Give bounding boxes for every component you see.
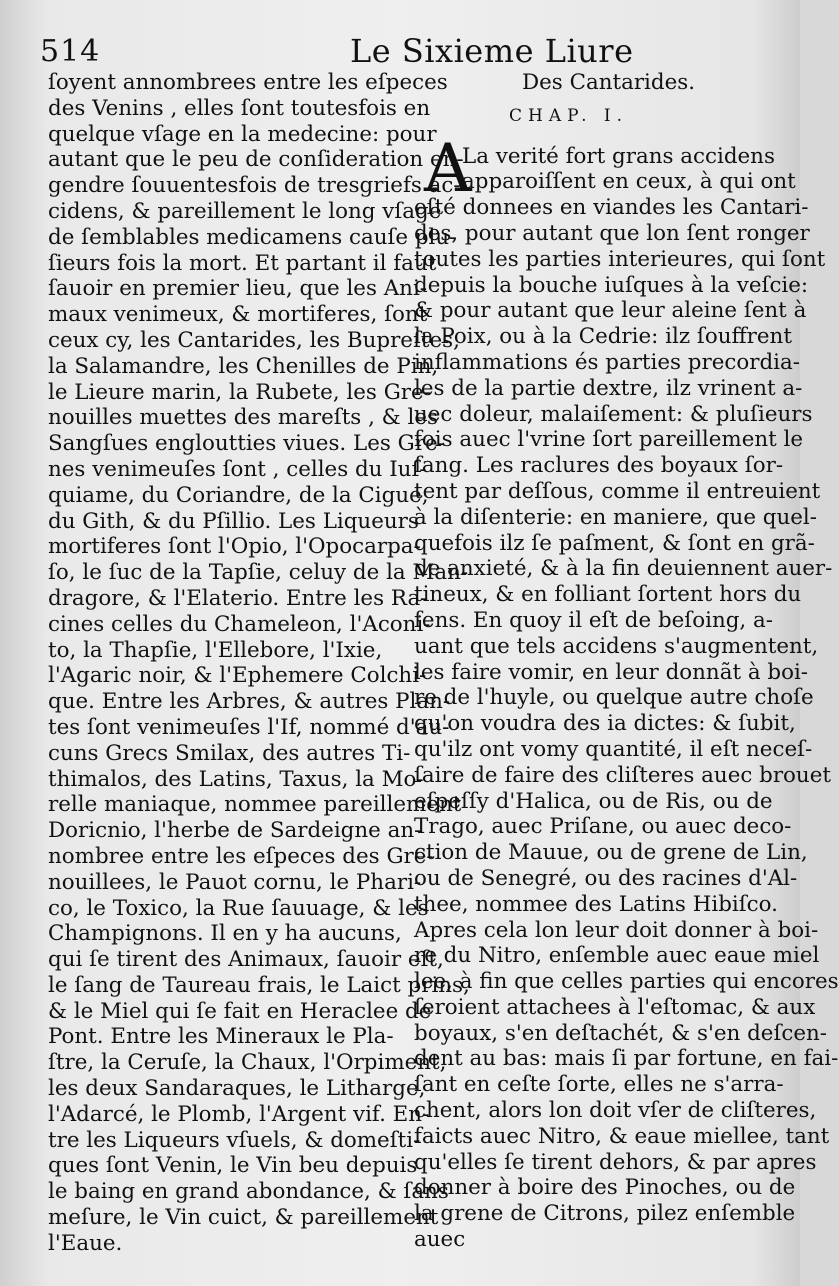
text-line: ceux cy, les Cantarides, les Bupreſtes, <box>48 327 460 353</box>
text-line: l'Adarcé, le Plomb, l'Argent vif. En- <box>48 1101 430 1127</box>
show-through-text <box>405 1238 565 1262</box>
text-line: ſeroient attachees à l'eſtomac, & aux <box>414 994 816 1020</box>
page-header <box>38 28 760 76</box>
text-line: & le Miel qui ſe fait en Heraclee de <box>48 998 432 1024</box>
text-line: que. Entre les Arbres, & autres Plan- <box>48 689 451 715</box>
text-line: les faire vomir, en leur donnãt à boi- <box>414 659 809 685</box>
right-text-column <box>414 70 839 1253</box>
text-line: ſtre, la Ceruſe, la Chaux, l'Orpiment, <box>48 1050 447 1076</box>
text-line: faicts auec Nitro, & eaue miellee, tant <box>414 1123 830 1149</box>
text-line: l'Agaric noir, & l'Ephemere Colchi- <box>48 663 427 689</box>
text-line: boyaux, s'en deſtachét, & s'en deſcen- <box>414 1020 828 1046</box>
text-line: dent au bas: mais ſi par fortune, en fai- <box>414 1046 839 1072</box>
section-title: Des Cantarides. <box>522 70 696 95</box>
text-line: ſang. Les raclures des boyaux ſor- <box>414 453 784 479</box>
text-line: qu'on voudra des ia dictes: & ſubit, <box>414 711 796 737</box>
text-line: l'Eaue. <box>48 1230 123 1256</box>
text-line: la grene de Citrons, pilez enſemble <box>414 1201 796 1227</box>
text-line: thimalos, des Latins, Taxus, la Mo- <box>48 766 424 792</box>
text-line: nombree entre les eſpeces des Gre- <box>48 843 434 869</box>
text-line: ſieurs fois la mort. Et partant il faut <box>48 250 437 276</box>
text-line: la Salamandre, les Chenilles de Pin, <box>48 353 439 379</box>
text-line: eſpeſſy d'Halica, ou de Ris, ou de <box>414 788 773 814</box>
text-line: Apres cela lon leur doit donner à boi- <box>414 917 819 943</box>
text-line: de anxieté, & à la fin deuiennent auer- <box>414 556 833 582</box>
text-line: Champignons. Il en y ha aucuns, <box>48 921 402 947</box>
text-line: thee, nommee des Latins Hibiſco. <box>414 891 778 917</box>
text-line: les de la partie dextre, ilz vrinent a- <box>414 375 803 401</box>
text-line: le Lieure marin, la Rubete, les Gre- <box>48 379 431 405</box>
text-line: tes ſont venimeuſes l'If, nommé d'au- <box>48 714 450 740</box>
text-line: fois auec l'vrine ſort pareillement le <box>414 427 804 453</box>
text-line: depuis la bouche iuſques à la veſcie: <box>414 272 809 298</box>
text-line: qu'elles ſe tirent dehors, & par apres <box>414 1149 817 1175</box>
text-line: quelque vſage en la medecine: pour <box>48 121 437 147</box>
text-line: à la diſenterie: en maniere, que quel- <box>414 504 817 530</box>
text-line: des, pour autant que lon ſent ronger <box>414 220 810 246</box>
text-line: chent, alors lon doit vſer de cliſteres, <box>414 1098 817 1124</box>
text-line: ſo, le ſuc de la Tapſie, celuy de la Man- <box>48 560 469 586</box>
drop-capital: A <box>424 129 472 207</box>
page-number: 514 <box>40 34 101 69</box>
text-line: nes venimeuſes ſont , celles du Iuſ- <box>48 456 427 482</box>
text-line: donner à boire des Pinoches, ou de <box>414 1175 796 1201</box>
text-line: eſté donnees en viandes les Cantari- <box>414 195 809 221</box>
text-line: le baing en grand abondance, & ſans <box>48 1179 449 1205</box>
text-line: tineux, & en folliant ſortent hors du <box>414 582 802 608</box>
text-line: nouillees, le Pauot cornu, le Phari- <box>48 869 422 895</box>
chapter-body <box>414 129 839 1253</box>
text-line: la Poix, ou à la Cedrie: ilz ſouffrent <box>414 324 792 350</box>
text-line: re de l'huyle, ou quelque autre choſe <box>414 685 814 711</box>
text-line: nouilles muettes des mareſts , & les <box>48 405 438 431</box>
text-line: inflammations és parties precordia- <box>414 349 800 375</box>
text-line: les deux Sandaraques, le Litharge, <box>48 1076 426 1102</box>
text-line: to, la Thapſie, l'Ellebore, l'Ixie, <box>48 637 383 663</box>
text-line: quiame, du Coriandre, de la Cigue, <box>48 482 429 508</box>
text-line: Trago, auec Priſane, ou auec deco- <box>414 814 792 840</box>
text-line: auec <box>414 1227 466 1253</box>
text-line: La verité fort grans accidens <box>462 143 775 169</box>
text-line: autant que le peu de conſideration en- <box>48 147 464 173</box>
text-line: gendre ſouuentesfois de tresgriefs ac- <box>48 173 461 199</box>
text-line: uec doleur, malaiſement: & pluſieurs <box>414 401 813 427</box>
text-line: Doricnio, l'herbe de Sardeigne an- <box>48 818 422 844</box>
text-line: de ſemblables medicamens cauſe plu- <box>48 224 457 250</box>
text-line: du Gith, & du Pſillio. Les Liqueurs <box>48 508 419 534</box>
text-line: apparoiſſent en ceux, à qui ont <box>462 169 796 195</box>
text-line: ſant en ceſte ſorte, elles ne s'arra- <box>414 1072 784 1098</box>
text-line: tre les Liqueurs vſuels, & domeſti- <box>48 1127 421 1153</box>
running-title: Le Sixieme Liure <box>350 32 634 70</box>
text-line: ques ſont Venin, le Vin beu depuis <box>48 1153 418 1179</box>
text-line: re du Nitro, enſemble auec eaue miel <box>414 943 820 969</box>
text-line: ſoyent annombrees entre les eſpeces <box>48 70 448 95</box>
text-line: cines celles du Chameleon, l'Aconi- <box>48 611 431 637</box>
text-line: qu'ilz ont vomy quantité, il eſt neceſ- <box>414 736 813 762</box>
text-line: ſens. En quoy il eſt de beſoing, a- <box>414 607 773 633</box>
text-line: ſaire de faire des cliſteres auec brouet <box>414 762 831 788</box>
text-line: uant que tels accidens s'augmentent, <box>414 633 819 659</box>
text-line: co, le Toxico, la Rue ſauuage, & les <box>48 895 429 921</box>
text-line: ſauoir en premier lieu, que les Ani- <box>48 276 428 302</box>
chapter-label: CHAP. I. <box>509 105 629 126</box>
text-line: cuns Grecs Smilax, des autres Ti- <box>48 740 411 766</box>
text-line: mortiferes ſont l'Opio, l'Opocarpa- <box>48 534 421 560</box>
text-line: dragore, & l'Elaterio. Entre les Ra- <box>48 585 428 611</box>
text-line: tent par deſſous, comme il entreuient <box>414 478 821 504</box>
text-line: Sangſues engloutties viues. Les Gre- <box>48 431 445 457</box>
text-line: Pont. Entre les Mineraux le Pla- <box>48 1024 394 1050</box>
text-line: toutes les parties interieures, qui ſont <box>414 246 826 272</box>
text-line: des Venins , elles ſont toutesfois en <box>48 95 431 121</box>
text-line: relle maniaque, nommee pareillement <box>48 792 462 818</box>
text-line: qui ſe tirent des Animaux, ſauoir eſt, <box>48 947 444 973</box>
text-line: meſure, le Vin cuict, & pareillement <box>48 1205 439 1231</box>
text-line: cidens, & pareillement le long vſage <box>48 198 442 224</box>
text-line: maux venimeux, & mortiferes, ſont <box>48 302 428 328</box>
text-line: & pour autant que leur aleine ſent à <box>414 298 807 324</box>
text-line: quefois ilz ſe paſment, & ſont en grã- <box>414 530 815 556</box>
text-line: le ſang de Taureau frais, le Laict prins, <box>48 972 470 998</box>
text-line: ou de Senegré, ou des racines d'Al- <box>414 865 798 891</box>
text-line: lee, à fin que celles parties qui encores <box>414 969 839 995</box>
text-line: ction de Mauue, ou de grene de Lin, <box>414 840 808 866</box>
